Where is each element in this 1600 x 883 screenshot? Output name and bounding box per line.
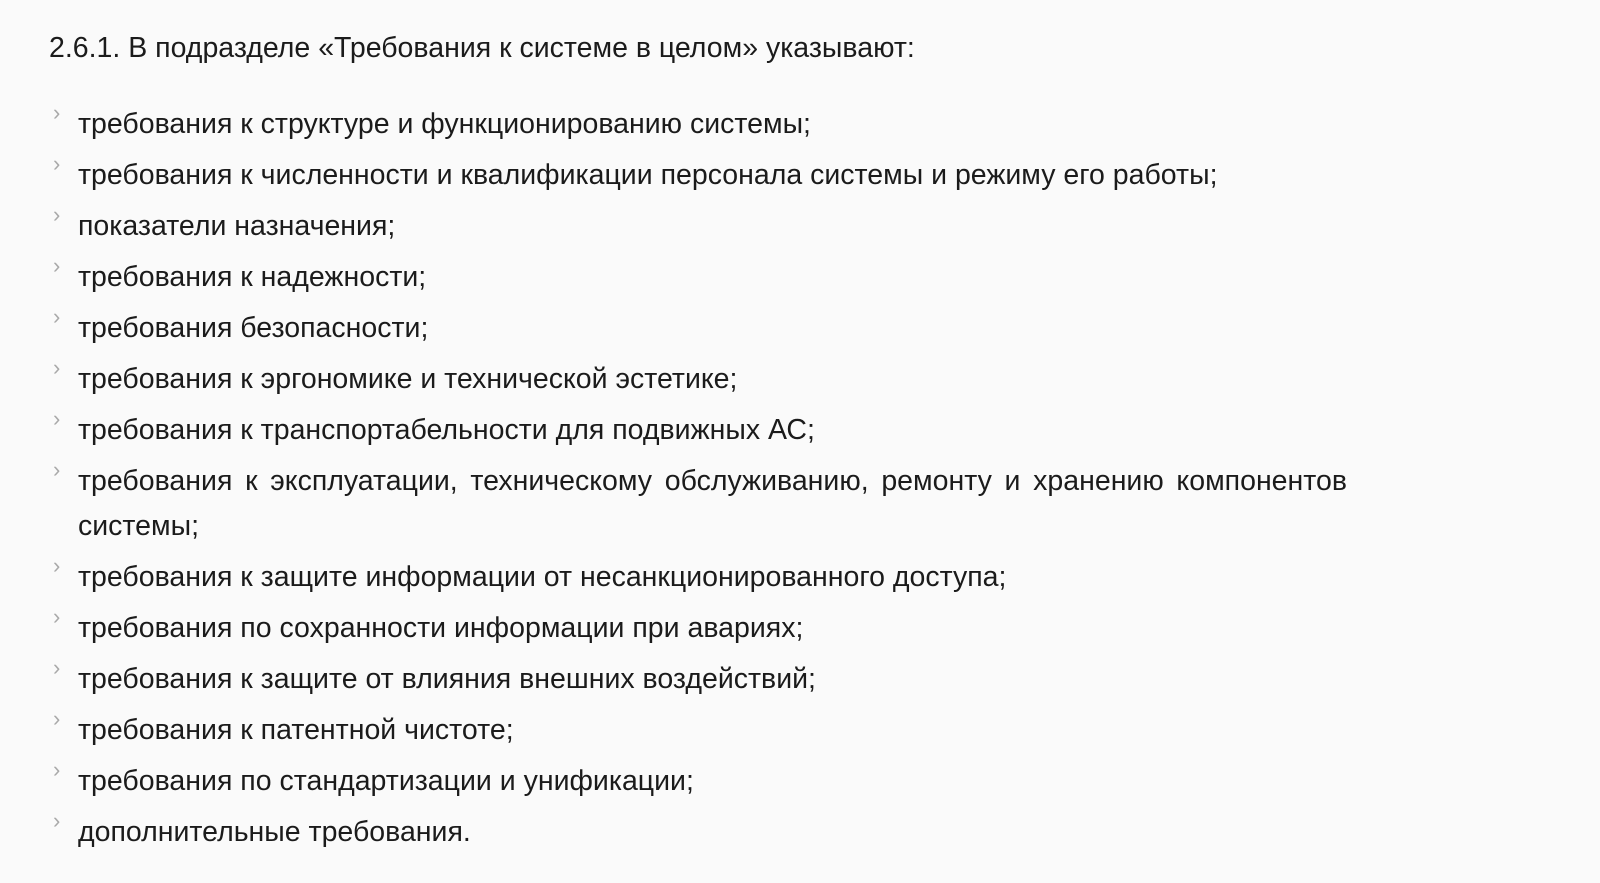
list-item-text: требования к защите от влияния внешних воздействий; — [78, 662, 816, 695]
chevron-right-icon: › — [53, 151, 61, 176]
chevron-right-icon: › — [53, 654, 61, 680]
list-item — [49, 654, 1347, 702]
list-item — [49, 357, 1347, 402]
chevron-right-icon: › — [53, 756, 61, 782]
chevron-right-icon: › — [53, 705, 61, 731]
list-item — [49, 204, 1347, 249]
list-item — [49, 705, 1347, 753]
list-item — [49, 603, 1347, 651]
list-item — [49, 756, 1347, 804]
document-section — [49, 26, 1347, 861]
list-item-text: требования к транспортабельности для подвижных АС; — [78, 414, 815, 446]
list-item-text: требования к надежности; — [78, 261, 427, 293]
chevron-right-icon: › — [53, 457, 61, 482]
section-heading: 2.6.1. В подразделе «Требования к системе в целом» указывают: — [49, 32, 915, 64]
chevron-right-icon: › — [53, 603, 61, 629]
chevron-right-icon: › — [53, 807, 61, 833]
list-item — [49, 459, 1347, 548]
list-item-text: требования безопасности; — [78, 312, 429, 344]
list-item — [49, 306, 1347, 351]
chevron-right-icon: › — [53, 552, 61, 578]
list-item-text: требования к эргономике и технической эстетике; — [78, 363, 738, 395]
list-item-text: требования к численности и квалификации персонала системы и режиму его работы; — [78, 159, 1218, 191]
chevron-right-icon: › — [53, 355, 61, 380]
chevron-right-icon: › — [53, 304, 61, 329]
list-item-text: показатели назначения; — [78, 210, 396, 242]
list-item-text: требования по сохранности информации при авариях; — [78, 611, 804, 644]
list-item — [49, 102, 1347, 147]
list-item — [49, 255, 1347, 300]
list-item-text: дополнительные требования. — [78, 815, 471, 848]
list-item — [49, 408, 1347, 453]
chevron-right-icon: › — [53, 253, 61, 278]
chevron-right-icon: › — [53, 100, 61, 125]
list-item-text: требования к патентной чистоте; — [78, 713, 514, 746]
list-item-text: требования к защите информации от несанкционированного доступа; — [78, 560, 1007, 593]
list-item — [49, 153, 1347, 198]
list-item-text: требования к структуре и функционированию системы; — [78, 108, 811, 140]
chevron-right-icon: › — [53, 406, 61, 431]
requirements-list — [49, 100, 1347, 854]
list-item — [49, 552, 1347, 600]
list-item-text: требования к эксплуатации, техническому обслуживанию, ремонту и хранению компонентов системы; — [78, 465, 1347, 542]
list-item-text: требования по стандартизации и унификации; — [78, 764, 694, 797]
list-item — [49, 807, 1347, 855]
chevron-right-icon: › — [53, 202, 61, 227]
